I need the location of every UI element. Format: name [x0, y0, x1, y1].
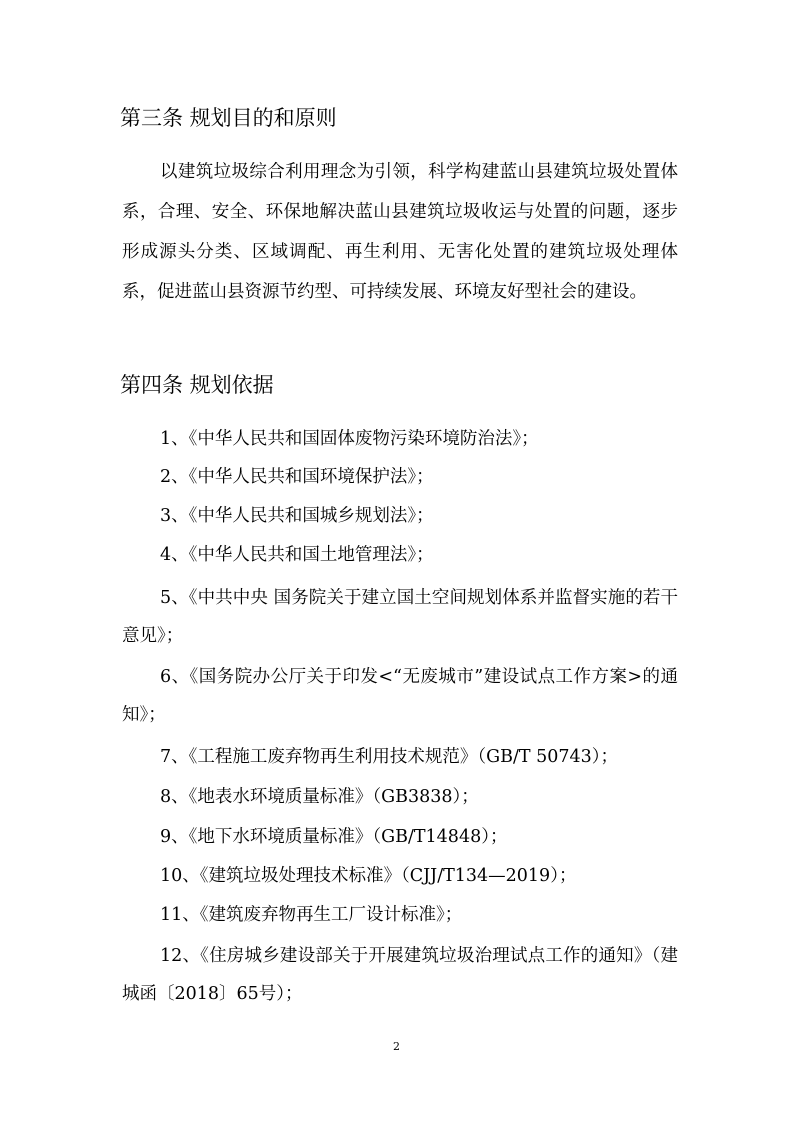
basis-item-5: 5、《中共中央 国务院关于建立国土空间规划体系并监督实施的若干意见》；	[122, 588, 678, 646]
basis-item-8: 8、《地表水环境质量标准》（GB3838）；	[160, 787, 479, 807]
article-3-body: 以建筑垃圾综合利用理念为引领，科学构建蓝山县建筑垃圾处置体系，合理、安全、环保地解决蓝山县建筑垃圾收运与处置的问题，逐步形成源头分类、区域调配、再生利用、无害化处置的建筑垃圾处理体系，促进蓝山县资源节约型、可持续发展、环境友好型社会的建设。	[122, 162, 678, 302]
basis-item-9: 9、《地下水环境质量标准》（GB/T14848）；	[160, 827, 508, 847]
basis-item-4: 4、《中华人民共和国土地管理法》；	[160, 545, 434, 565]
article-4-heading: 第四条 规划依据	[120, 373, 274, 397]
basis-item-6: 6、《国务院办公厅关于印发<“无废城市”建设试点工作方案>的通知》；	[122, 667, 678, 725]
basis-item-3: 3、《中华人民共和国城乡规划法》；	[160, 506, 434, 526]
basis-item-7: 7、《工程施工废弃物再生利用技术规范》（GB/T 50743）；	[160, 747, 619, 767]
basis-item-11: 11、《建筑废弃物再生工厂设计标准》；	[160, 905, 463, 925]
basis-item-10: 10、《建筑垃圾处理技术标准》（CJJ/T134—2019）；	[160, 866, 577, 886]
basis-item-12: 12、《住房城乡建设部关于开展建筑垃圾治理试点工作的通知》（建城函〔2018〕65号）；	[122, 946, 678, 1004]
basis-item-2: 2、《中华人民共和国环境保护法》；	[160, 467, 434, 487]
article-3-heading: 第三条 规划目的和原则	[120, 106, 337, 130]
page-number: 2	[393, 1040, 400, 1053]
basis-item-1: 1、《中华人民共和国固体废物污染环境防治法》；	[160, 429, 539, 449]
